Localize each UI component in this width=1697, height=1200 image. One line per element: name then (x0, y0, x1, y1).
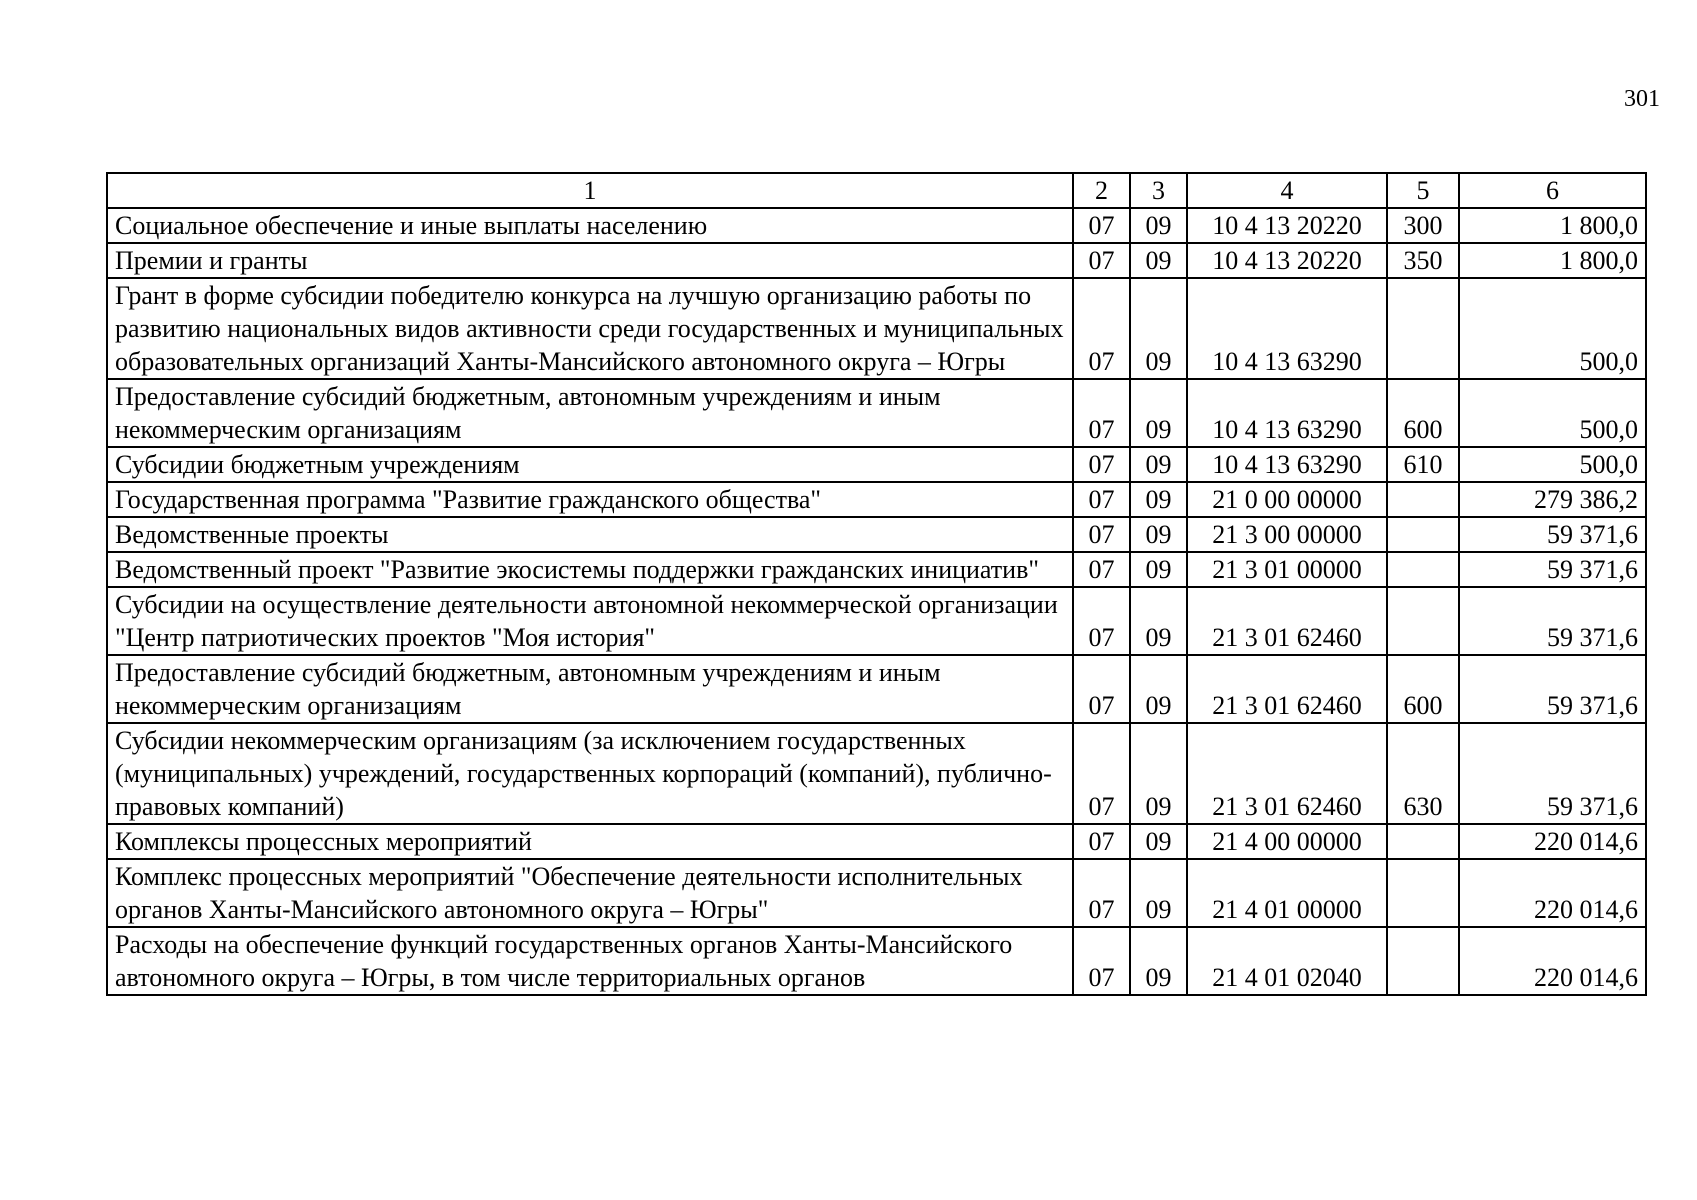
cell-expense-type: 610 (1387, 447, 1459, 482)
cell-name: Премии и гранты (107, 243, 1073, 278)
cell-expense-type (1387, 278, 1459, 379)
header-col-5: 5 (1387, 173, 1459, 208)
budget-table (106, 172, 1647, 996)
cell-name: Ведомственные проекты (107, 517, 1073, 552)
cell-target-article: 21 3 01 62460 (1187, 587, 1387, 655)
table-row (107, 824, 1646, 859)
table-row (107, 278, 1646, 379)
cell-section: 07 (1073, 552, 1130, 587)
table-row (107, 859, 1646, 927)
cell-subsection: 09 (1130, 243, 1187, 278)
cell-target-article: 10 4 13 20220 (1187, 208, 1387, 243)
table-row (107, 723, 1646, 824)
table-header (107, 173, 1646, 208)
cell-expense-type: 630 (1387, 723, 1459, 824)
table-row (107, 243, 1646, 278)
cell-name: Государственная программа "Развитие гражданского общества" (107, 482, 1073, 517)
cell-subsection: 09 (1130, 482, 1187, 517)
cell-amount: 59 371,6 (1459, 655, 1646, 723)
cell-section: 07 (1073, 587, 1130, 655)
cell-target-article: 10 4 13 63290 (1187, 447, 1387, 482)
cell-amount: 1 800,0 (1459, 243, 1646, 278)
cell-amount: 500,0 (1459, 447, 1646, 482)
cell-amount: 59 371,6 (1459, 517, 1646, 552)
cell-amount: 59 371,6 (1459, 552, 1646, 587)
cell-section: 07 (1073, 482, 1130, 517)
cell-section: 07 (1073, 243, 1130, 278)
cell-name: Субсидии на осуществление деятельности автономной некоммерческой организации "Центр патриотических проектов "Моя история" (107, 587, 1073, 655)
cell-expense-type (1387, 859, 1459, 927)
cell-target-article: 10 4 13 20220 (1187, 243, 1387, 278)
cell-name: Предоставление субсидий бюджетным, автономным учреждениям и иным некоммерческим организациям (107, 379, 1073, 447)
cell-name: Комплекс процессных мероприятий "Обеспечение деятельности исполнительных органов Ханты-Мансийского автономного округа – Югры" (107, 859, 1073, 927)
cell-name: Грант в форме субсидии победителю конкурса на лучшую организацию работы по развитию национальных видов активности среди государственных и муниципальных образовательных организаций Ханты-Мансийского автономного округа – Югры (107, 278, 1073, 379)
cell-section: 07 (1073, 208, 1130, 243)
table-row (107, 208, 1646, 243)
cell-name: Субсидии бюджетным учреждениям (107, 447, 1073, 482)
cell-amount: 500,0 (1459, 379, 1646, 447)
cell-subsection: 09 (1130, 859, 1187, 927)
cell-target-article: 21 3 01 62460 (1187, 723, 1387, 824)
cell-section: 07 (1073, 927, 1130, 995)
cell-expense-type: 600 (1387, 379, 1459, 447)
cell-subsection: 09 (1130, 927, 1187, 995)
cell-expense-type (1387, 517, 1459, 552)
cell-target-article: 21 3 01 62460 (1187, 655, 1387, 723)
header-col-2: 2 (1073, 173, 1130, 208)
cell-target-article: 21 3 00 00000 (1187, 517, 1387, 552)
cell-subsection: 09 (1130, 587, 1187, 655)
cell-expense-type (1387, 482, 1459, 517)
cell-target-article: 10 4 13 63290 (1187, 278, 1387, 379)
cell-subsection: 09 (1130, 552, 1187, 587)
table-row (107, 552, 1646, 587)
table-row (107, 587, 1646, 655)
cell-amount: 220 014,6 (1459, 859, 1646, 927)
cell-expense-type: 600 (1387, 655, 1459, 723)
cell-name: Расходы на обеспечение функций государственных органов Ханты-Мансийского автономного округа – Югры, в том числе территориальных органов (107, 927, 1073, 995)
table-row (107, 927, 1646, 995)
cell-amount: 59 371,6 (1459, 723, 1646, 824)
cell-section: 07 (1073, 859, 1130, 927)
cell-expense-type: 300 (1387, 208, 1459, 243)
cell-amount: 220 014,6 (1459, 927, 1646, 995)
cell-target-article: 21 0 00 00000 (1187, 482, 1387, 517)
cell-section: 07 (1073, 517, 1130, 552)
cell-subsection: 09 (1130, 278, 1187, 379)
cell-name: Социальное обеспечение и иные выплаты населению (107, 208, 1073, 243)
cell-target-article: 10 4 13 63290 (1187, 379, 1387, 447)
cell-section: 07 (1073, 278, 1130, 379)
header-col-1: 1 (107, 173, 1073, 208)
cell-subsection: 09 (1130, 208, 1187, 243)
cell-name: Комплексы процессных мероприятий (107, 824, 1073, 859)
cell-expense-type (1387, 552, 1459, 587)
header-col-4: 4 (1187, 173, 1387, 208)
cell-subsection: 09 (1130, 824, 1187, 859)
cell-subsection: 09 (1130, 723, 1187, 824)
cell-section: 07 (1073, 379, 1130, 447)
cell-section: 07 (1073, 723, 1130, 824)
cell-subsection: 09 (1130, 379, 1187, 447)
table-row (107, 482, 1646, 517)
cell-name: Предоставление субсидий бюджетным, автономным учреждениям и иным некоммерческим организациям (107, 655, 1073, 723)
cell-name: Ведомственный проект "Развитие экосистемы поддержки гражданских инициатив" (107, 552, 1073, 587)
cell-amount: 220 014,6 (1459, 824, 1646, 859)
cell-section: 07 (1073, 655, 1130, 723)
page-number: 301 (1624, 86, 1660, 112)
cell-target-article: 21 3 01 00000 (1187, 552, 1387, 587)
table-row (107, 447, 1646, 482)
cell-subsection: 09 (1130, 447, 1187, 482)
header-col-6: 6 (1459, 173, 1646, 208)
cell-name: Субсидии некоммерческим организациям (за исключением государственных (муниципальных) учреждений, государственных корпораций (компаний), публично-правовых компаний) (107, 723, 1073, 824)
cell-subsection: 09 (1130, 655, 1187, 723)
table-row (107, 655, 1646, 723)
cell-expense-type (1387, 927, 1459, 995)
cell-amount: 1 800,0 (1459, 208, 1646, 243)
cell-subsection: 09 (1130, 517, 1187, 552)
cell-expense-type (1387, 587, 1459, 655)
cell-expense-type: 350 (1387, 243, 1459, 278)
cell-amount: 279 386,2 (1459, 482, 1646, 517)
table-row (107, 517, 1646, 552)
cell-target-article: 21 4 01 00000 (1187, 859, 1387, 927)
cell-amount: 500,0 (1459, 278, 1646, 379)
cell-expense-type (1387, 824, 1459, 859)
cell-section: 07 (1073, 824, 1130, 859)
cell-target-article: 21 4 00 00000 (1187, 824, 1387, 859)
table-body (107, 208, 1646, 995)
table-row (107, 379, 1646, 447)
header-row (107, 173, 1646, 208)
cell-amount: 59 371,6 (1459, 587, 1646, 655)
cell-target-article: 21 4 01 02040 (1187, 927, 1387, 995)
cell-section: 07 (1073, 447, 1130, 482)
header-col-3: 3 (1130, 173, 1187, 208)
